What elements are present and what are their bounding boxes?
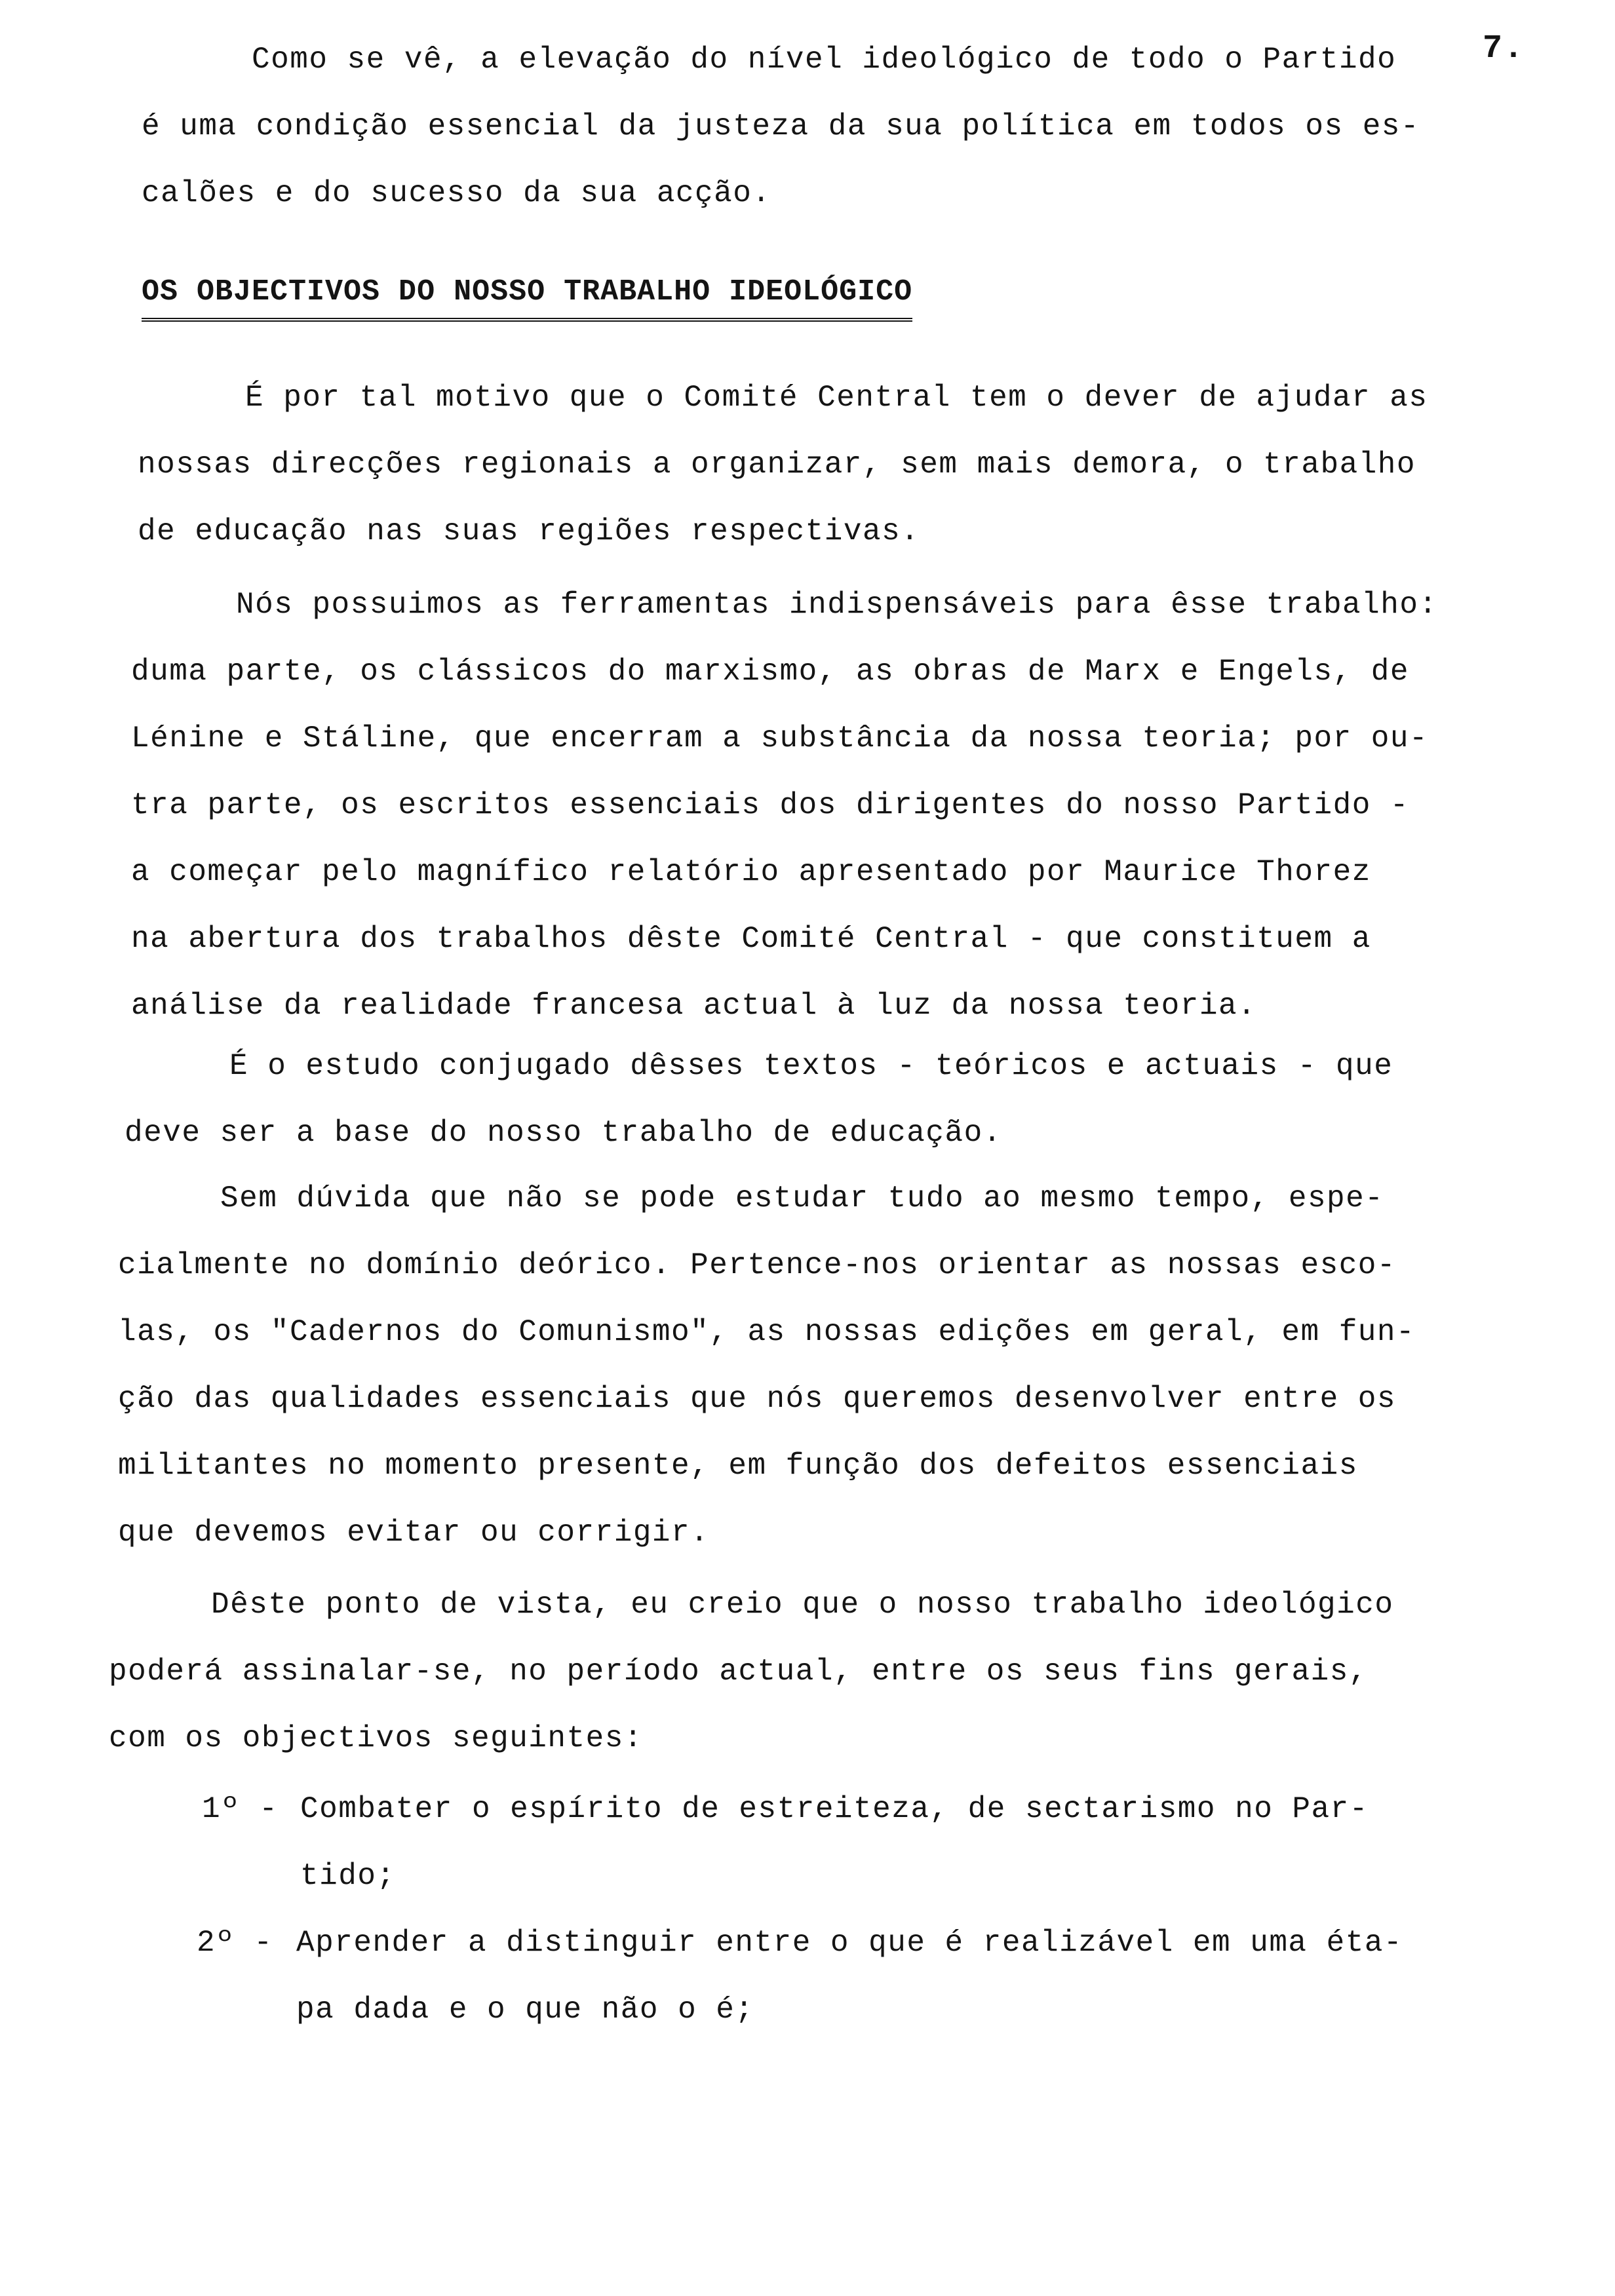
text-line: de educação nas suas regiões respectivas. [138, 514, 920, 548]
text-line: com os objectivos seguintes: [109, 1721, 643, 1755]
text-line: Combater o espírito de estreiteza, de sectarismo no Par- [300, 1792, 1369, 1826]
text-line: que devemos evitar ou corrigir. [118, 1516, 710, 1550]
paragraph-5 [109, 1571, 1479, 1772]
text-line: deve ser a base do nosso trabalho de educação. [125, 1116, 1002, 1150]
text-line: Nós possuimos as ferramentas indispensáveis para êsse trabalho: [236, 588, 1438, 622]
text-line: na abertura dos trabalhos dêste Comité Central - que constituem a [131, 922, 1371, 956]
text-line: las, os "Cadernos do Comunismo", as nossas edições em geral, em fun- [118, 1315, 1416, 1349]
text-line: a começar pelo magnífico relatório apresentado por Maurice Thorez [131, 855, 1371, 889]
text-line: Dêste ponto de vista, eu creio que o nosso trabalho ideológico [211, 1588, 1394, 1622]
list-item-2 [197, 1909, 1455, 2047]
text-line: É o estudo conjugado dêsses textos - teóricos e actuais - que [229, 1049, 1393, 1083]
text-line: Como se vê, a elevação do nível ideológico de todo o Partido [252, 43, 1397, 77]
text-line: É por tal motivo que o Comité Central tem o dever de ajudar as [245, 381, 1428, 415]
text-line: militantes no momento presente, em função dos defeitos essenciais [118, 1449, 1358, 1483]
text-line: ção das qualidades essenciais que nós queremos desenvolver entre os [118, 1382, 1397, 1416]
paragraph-2 [131, 571, 1494, 1039]
paragraph-3 [125, 1033, 1488, 1166]
paragraph-4 [118, 1165, 1494, 1566]
list-number: 1º - [202, 1792, 279, 1826]
intro-paragraph [142, 26, 1492, 227]
text-line: é uma condição essencial da justeza da sua política em todos os es- [142, 109, 1420, 144]
page-number: 7. [1483, 30, 1525, 67]
list-item-1 [202, 1776, 1447, 1913]
text-line: Sem dúvida que não se pode estudar tudo ao mesmo tempo, espe- [220, 1181, 1384, 1215]
text-line: nossas direcções regionais a organizar, sem mais demora, o trabalho [138, 448, 1416, 482]
text-line: calões e do sucesso da sua acção. [142, 176, 771, 210]
text-line: tido; [300, 1859, 396, 1893]
list-number: 2º - [197, 1926, 273, 1960]
section-heading: OS OBJECTIVOS DO NOSSO TRABALHO IDEOLÓGICO [142, 275, 912, 322]
text-line: duma parte, os clássicos do marxismo, as obras de Marx e Engels, de [131, 655, 1410, 689]
text-line: cialmente no domínio deórico. Pertence-nos orientar as nossas esco- [118, 1248, 1397, 1282]
text-line: tra parte, os escritos essenciais dos dirigentes do nosso Partido - [131, 788, 1410, 822]
text-line: Lénine e Stáline, que encerram a substância da nossa teoria; por ou- [131, 721, 1429, 756]
text-line: análise da realidade francesa actual à luz da nossa teoria. [131, 989, 1257, 1023]
paragraph-1 [138, 364, 1488, 565]
text-line: pa dada e o que não o é; [296, 1993, 754, 2027]
text-line: Aprender a distinguir entre o que é realizável em uma éta- [296, 1926, 1403, 1960]
text-line: poderá assinalar-se, no período actual, entre os seus fins gerais, [109, 1655, 1368, 1689]
